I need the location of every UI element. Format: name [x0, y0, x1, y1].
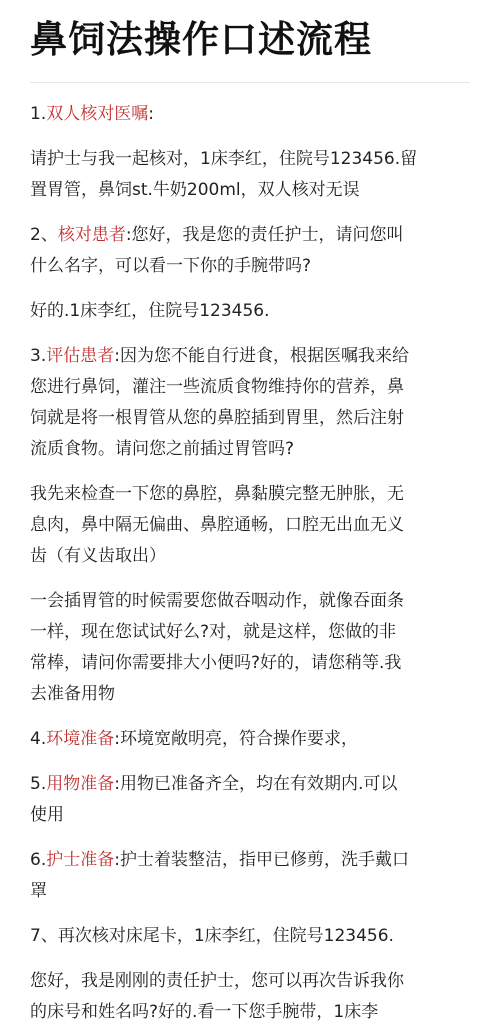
paragraph-prefix: 4.	[30, 729, 47, 749]
document-content	[30, 99, 470, 1028]
paragraph-12	[30, 966, 470, 1028]
paragraph-prefix: 6.	[30, 850, 47, 870]
page-title: 鼻饲法操作口述流程	[30, 18, 372, 61]
paragraph-body: :您好，我是您的责任护士，请问您叫 什么名字，可以看一下你的手腕带吗?	[30, 225, 404, 276]
paragraph-body: :环境宽敞明亮，符合操作要求，	[114, 729, 358, 749]
paragraph-6	[30, 479, 470, 572]
paragraph-body: 7、再次核对床尾卡，1床李红，住院号123456.	[30, 926, 394, 946]
paragraph-prefix: 1.	[30, 104, 47, 124]
paragraph-8	[30, 724, 470, 755]
paragraph-highlight: 用物准备	[46, 774, 115, 794]
paragraph-7	[30, 586, 470, 710]
paragraph-body: 请护士与我一起核对，1床李红，住院号123456.留 置胃管，鼻饲st.牛奶200ml，双人核对无误	[30, 149, 418, 200]
paragraph-body: 我先来检查一下您的鼻腔，鼻黏膜完整无肿胀，无 息肉，鼻中隔无偏曲、鼻腔通畅，口腔无出血无义 齿（有义齿取出）	[30, 484, 404, 566]
paragraph-prefix: 2、	[30, 225, 58, 245]
paragraph-highlight: 双人核对医嘱	[46, 104, 149, 124]
paragraph-highlight: 环境准备	[46, 729, 115, 749]
paragraph-highlight: 核对患者	[57, 225, 126, 245]
paragraph-body: 您好，我是刚刚的责任护士，您可以再次告诉我你 的床号和姓名吗?好的.看一下您手腕带，1床李	[30, 971, 404, 1022]
paragraph-prefix: 3.	[30, 346, 47, 366]
paragraph-11	[30, 921, 470, 952]
paragraph-body: :因为您不能自行进食，根据医嘱我来给 您进行鼻饲，灌注一些流质食物维持你的营养，鼻 饲就是将一根胃管从您的鼻腔插到胃里，然后注射 流质食物。请问您之前插过胃管吗?	[30, 346, 409, 459]
paragraph-2	[30, 144, 470, 206]
paragraph-body: :用物已准备齐全，均在有效期内.可以 使用	[30, 774, 398, 825]
paragraph-prefix: 5.	[30, 774, 47, 794]
paragraph-4	[30, 296, 470, 327]
paragraph-3	[30, 220, 470, 282]
paragraph-1	[30, 99, 470, 130]
paragraph-body: :护士着装整洁，指甲已修剪，洗手戴口 罩	[30, 850, 409, 901]
paragraph-body: 一会插胃管的时候需要您做吞咽动作，就像吞面条 一样，现在您试试好么?对，就是这样，您做的非 常棒，请问你需要排大小便吗?好的，请您稍等.我 去准备用物	[30, 591, 404, 704]
paragraph-body: :	[148, 104, 154, 124]
paragraph-5	[30, 341, 470, 465]
paragraph-9	[30, 769, 470, 831]
paragraph-10	[30, 845, 470, 907]
title-divider	[30, 82, 470, 83]
paragraph-body: 好的.1床李红，住院号123456.	[30, 301, 270, 321]
paragraph-highlight: 护士准备	[46, 850, 115, 870]
paragraph-highlight: 评估患者	[46, 346, 115, 366]
